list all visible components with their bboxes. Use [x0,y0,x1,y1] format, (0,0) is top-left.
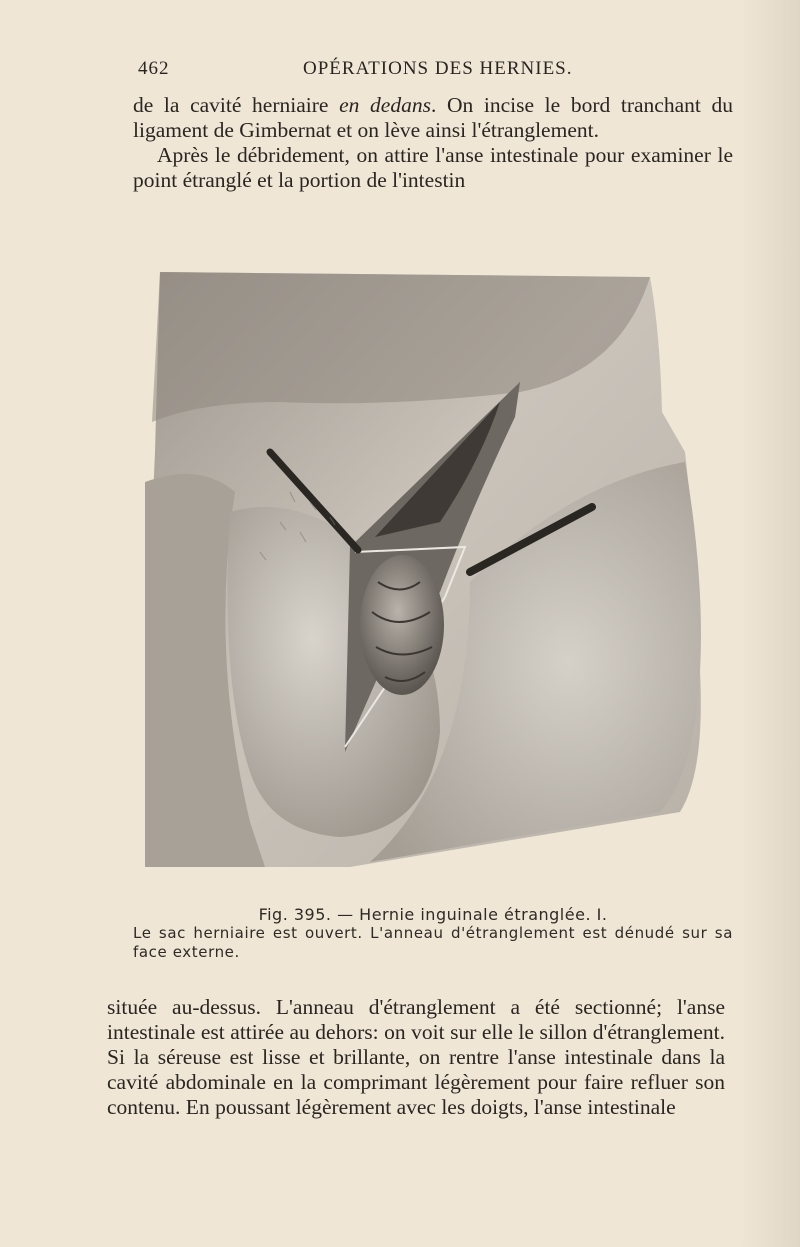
text-run: . On incise le bord tranchant du ligament de Gimbernat et on lève ainsi l'étranglement. [133,93,733,142]
caption-body: Le sac herniaire est ouvert. L'anneau d'étranglement est dénudé sur sa face externe. [133,924,733,961]
paragraph-top [133,93,733,193]
text-run: de la cavité herniaire [133,93,340,117]
page-edge-shadow [740,0,800,1247]
paragraph-top-first [133,93,733,143]
paragraph-bottom-text: située au-dessus. L'anneau d'étranglement a été sectionné; l'anse intestinale est attirée au dehors: on voit sur elle le sillon d'étranglement. Si la séreuse est lisse et brillante, on rentre l'anse intestinale dans la cavité abdominale en la comprimant légèrement pour faire refluer son contenu. En poussant légèrement avec les doigts, l'anse intestinale [107,995,725,1119]
figure-caption [133,905,733,962]
caption-title: Fig. 395. — Hernie inguinale étranglée. I. [258,905,608,924]
italic-run: en dedans [339,93,431,117]
paragraph-top-second: Après le débridement, on attire l'anse intestinale pour examiner le point étranglé et la portion de l'intestin [133,143,733,192]
page-number: 462 [138,58,170,79]
intestinal-loop [360,555,444,695]
running-title: OPÉRATIONS DES HERNIES. [303,58,573,79]
illustration-svg [140,252,712,872]
surgical-illustration [140,252,712,872]
paragraph-bottom [107,995,725,1120]
